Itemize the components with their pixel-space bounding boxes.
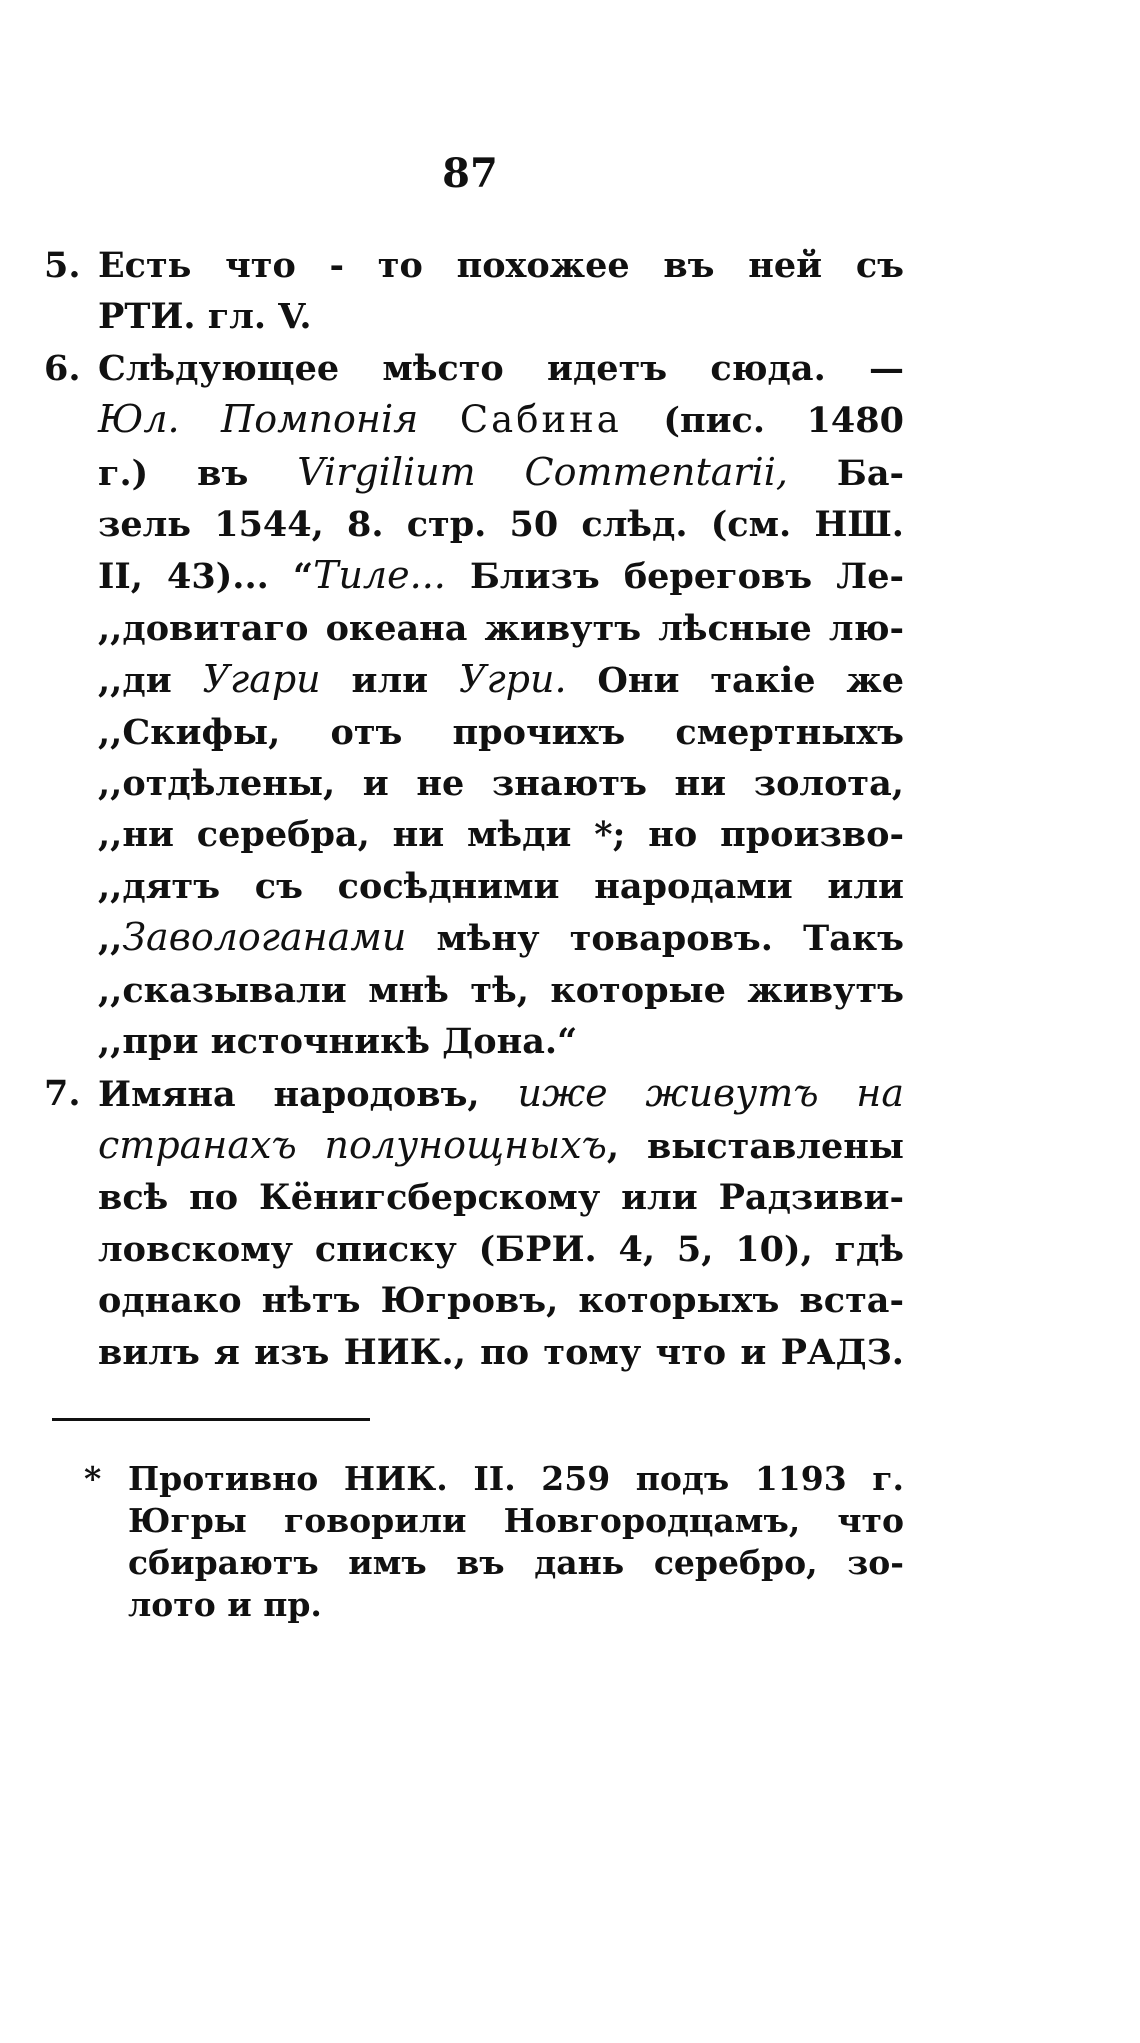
text-line: ,,Скифы, отъ прочихъ смертныхъ bbox=[98, 711, 904, 753]
text-fragment: , выставлены bbox=[606, 1125, 905, 1167]
text-line bbox=[98, 447, 904, 499]
italic-phrase: странахъ полунощныхъ bbox=[98, 1122, 607, 1167]
page-number: 87 bbox=[442, 150, 498, 197]
note-5 bbox=[44, 240, 904, 343]
text-line: РТИ. гл. V. bbox=[98, 296, 312, 338]
note-number: 6. bbox=[44, 347, 81, 389]
footnote-line: Противно НИК. II. 259 подъ 1193 г. bbox=[128, 1459, 904, 1498]
text-fragment: ,, bbox=[98, 918, 123, 960]
text-fragment: Они такіе же bbox=[566, 660, 905, 702]
text-fragment: Близъ береговъ Ле- bbox=[445, 556, 904, 598]
text-line bbox=[98, 912, 904, 964]
text-fragment: ,,ди bbox=[98, 660, 203, 702]
text-fragment: Ба- bbox=[836, 452, 905, 494]
text-line: ,,дятъ съ сосѣдними народами или bbox=[98, 865, 904, 907]
text-line bbox=[98, 550, 904, 602]
italic-phrase: иже живутъ на bbox=[517, 1070, 904, 1115]
text-fragment: или bbox=[320, 660, 459, 702]
text-line bbox=[98, 1120, 904, 1172]
text-line: ,,при источникѣ Дона.“ bbox=[98, 1021, 578, 1063]
text-fragment: (пис. 1480 bbox=[663, 400, 904, 442]
text-line: зель 1544, 8. стр. 50 слѣд. (см. НШ. bbox=[98, 504, 904, 546]
italic-title: Virgilium Commentarii, bbox=[297, 449, 788, 494]
text-line: ,,ни серебра, ни мѣди *; но произво- bbox=[98, 814, 904, 856]
footnote-line: Югры говорили Новгородцамъ, что bbox=[128, 1501, 904, 1540]
italic-word: Завологанами bbox=[122, 915, 407, 960]
text-line: вилъ я изъ НИК., по тому что и РАДЗ. bbox=[98, 1331, 904, 1373]
footnote-marker: * bbox=[84, 1459, 102, 1498]
text-fragment: II, 43)... “ bbox=[98, 556, 314, 598]
text-line bbox=[98, 654, 904, 706]
footnote bbox=[84, 1458, 904, 1626]
text-line: ,,отдѣлены, и не знаютъ ни золота, bbox=[98, 763, 904, 805]
note-number: 7. bbox=[44, 1072, 81, 1114]
footnote-divider bbox=[52, 1418, 370, 1421]
italic-word: Тиле... bbox=[313, 553, 446, 598]
note-6 bbox=[44, 343, 904, 1068]
footnote-line: сбираютъ имъ въ дань серебро, зо- bbox=[128, 1543, 904, 1582]
text-line: ловскому списку (БРИ. 4, 5, 10), гдѣ bbox=[98, 1228, 904, 1270]
text-line: однако нѣтъ Югровъ, которыхъ вста- bbox=[98, 1280, 904, 1322]
italic-word: Угри. bbox=[458, 657, 567, 702]
text-line: ,,сказывали мнѣ тѣ, которые живутъ bbox=[98, 969, 904, 1011]
text-line: Есть что - то похожее въ ней съ bbox=[98, 245, 904, 286]
text-line bbox=[98, 394, 904, 446]
text-line: ,,довитаго океана живутъ лѣсные лю- bbox=[98, 607, 904, 649]
footnote-line: лото и пр. bbox=[128, 1585, 322, 1624]
text-line bbox=[98, 1068, 904, 1120]
note-number: 5. bbox=[44, 245, 81, 286]
text-fragment: мѣну товаровъ. Такъ bbox=[406, 918, 904, 960]
main-text bbox=[44, 240, 904, 1378]
name-sabina: Сабина bbox=[459, 398, 622, 442]
text-line: всѣ по Кёнигсберскому или Радзиви- bbox=[98, 1177, 904, 1219]
text-fragment: Имяна народовъ, bbox=[98, 1073, 518, 1115]
note-7 bbox=[44, 1068, 904, 1378]
italic-name: Юл. Помпонія bbox=[98, 397, 419, 442]
text-fragment: г.) въ bbox=[98, 452, 249, 494]
italic-word: Угари bbox=[202, 657, 321, 702]
text-line: Слѣдующее мѣсто идетъ сюда. — bbox=[98, 347, 904, 389]
